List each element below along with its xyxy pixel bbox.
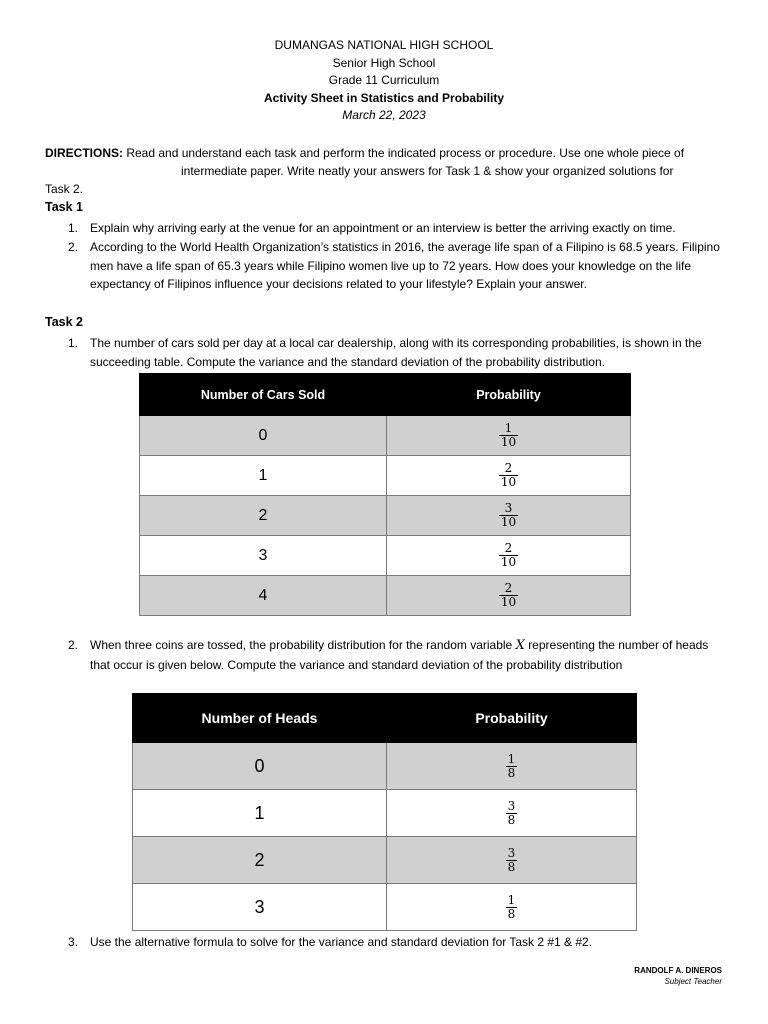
probability-cell: [387, 536, 631, 576]
column-header-probability: Probability: [387, 694, 637, 743]
directions-line-2: intermediate paper. Write neatly your answers for Task 1 & show your organized solutions for: [181, 164, 674, 178]
probability-cell: [387, 576, 631, 616]
probability-fraction: [499, 462, 518, 489]
cars-sold-table: [139, 373, 631, 616]
directions-block: [45, 144, 725, 198]
table-row: [140, 456, 631, 496]
probability-fraction: [499, 422, 518, 449]
heads-value-cell: 2: [133, 837, 387, 884]
task2-item-2-text-before: When three coins are tossed, the probability distribution for the random variable: [90, 638, 513, 652]
table-header-row: [133, 694, 637, 743]
probability-cell: [387, 496, 631, 536]
task1-title: Task 1: [45, 200, 83, 214]
probability-cell: [387, 790, 637, 837]
fraction-numerator: 2: [504, 581, 513, 595]
probability-fraction: [499, 542, 518, 569]
task2-item-3: [68, 933, 728, 952]
table-row: [133, 884, 637, 931]
fraction-numerator: 2: [504, 541, 513, 555]
task2-item-1-text: The number of cars sold per day at a local car dealership, along with its corresponding probabilities, is shown in the succeeding table. Compute the variance and the standard deviation of the probability distribution.: [90, 336, 702, 369]
fraction-denominator: 10: [500, 475, 517, 489]
task2-item-1: [68, 334, 728, 371]
task2-title: Task 2: [45, 315, 83, 329]
directions-line-3: Task 2.: [45, 182, 84, 196]
heads-value-cell: 0: [133, 743, 387, 790]
signature-block: [634, 965, 722, 987]
fraction-denominator: 8: [507, 906, 516, 921]
curriculum-label: Grade 11 Curriculum: [328, 73, 440, 87]
probability-fraction: [499, 502, 518, 529]
table-row: [140, 576, 631, 616]
probability-fraction: [506, 753, 518, 780]
probability-cell: [387, 743, 637, 790]
fraction-denominator: 10: [500, 435, 517, 449]
cars-value-cell: 4: [140, 576, 387, 616]
directions-label: DIRECTIONS:: [45, 146, 123, 160]
cars-value-cell: 0: [140, 416, 387, 456]
task1-item-2-text: According to the World Health Organization’s statistics in 2016, the average life span of a Filipino is 68.5 years. Filipino men have a life span of 65.3 years while Filipino women live up to 72 years. How does your knowledge on the life expectancy of Filipinos influence your decisions related to your lifestyle? Explain your answer.: [90, 240, 720, 291]
probability-cell: [387, 884, 637, 931]
task1-item-2: [68, 238, 728, 294]
document-header: [0, 37, 768, 125]
fraction-numerator: 3: [507, 845, 516, 860]
fraction-denominator: 8: [507, 859, 516, 874]
fraction-denominator: 10: [500, 555, 517, 569]
cars-value-cell: 2: [140, 496, 387, 536]
random-variable-symbol: X: [515, 638, 525, 653]
teacher-role: Subject Teacher: [664, 977, 722, 986]
fraction-numerator: 1: [504, 421, 513, 435]
fraction-numerator: 1: [507, 892, 516, 907]
fraction-denominator: 8: [507, 765, 516, 780]
task1-item-1-text: Explain why arriving early at the venue for an appointment or an interview is better the arriving exactly on time.: [90, 221, 676, 235]
task2-item-2-number: 2.: [68, 638, 79, 652]
column-header-number-of-heads: Number of Heads: [133, 694, 387, 743]
fraction-numerator: 3: [507, 798, 516, 813]
fraction-numerator: 2: [504, 461, 513, 475]
teacher-name: RANDOLF A. DINEROS: [634, 966, 722, 975]
probability-fraction: [506, 847, 518, 874]
document-title: Activity Sheet in Statistics and Probability: [263, 90, 505, 105]
task2-item-2: [68, 636, 728, 674]
task1-item-1: [68, 219, 728, 238]
column-header-probability: Probability: [387, 374, 631, 416]
table-row: [140, 536, 631, 576]
table-header-row: [140, 374, 631, 416]
task2-item-2-text: [90, 636, 728, 674]
probability-cell: [387, 416, 631, 456]
table-row: [133, 837, 637, 884]
heads-value-cell: 1: [133, 790, 387, 837]
table-row: [140, 496, 631, 536]
fraction-denominator: 10: [500, 515, 517, 529]
task2-item-3-number: 3.: [68, 935, 79, 949]
task2-item-3-text: Use the alternative formula to solve for the variance and standard deviation for Task 2 #1 & #2.: [90, 935, 593, 949]
probability-cell: [387, 456, 631, 496]
table-row: [133, 790, 637, 837]
heads-value-cell: 3: [133, 884, 387, 931]
school-division: Senior High School: [332, 55, 436, 70]
cars-value-cell: 3: [140, 536, 387, 576]
column-header-cars-sold: Number of Cars Sold: [140, 374, 387, 416]
directions-line-1: Read and understand each task and perform the indicated process or procedure. Use one whole piece of: [126, 146, 685, 160]
table-row: [133, 743, 637, 790]
cars-value-cell: 1: [140, 456, 387, 496]
probability-cell: [387, 837, 637, 884]
fraction-denominator: 8: [507, 812, 516, 827]
task1-item-1-number: 1.: [68, 221, 79, 235]
heads-table: [132, 693, 637, 931]
table-row: [140, 416, 631, 456]
probability-fraction: [506, 800, 518, 827]
probability-fraction: [506, 894, 518, 921]
task1-item-2-number: 2.: [68, 240, 79, 254]
probability-fraction: [499, 582, 518, 609]
fraction-numerator: 3: [504, 501, 513, 515]
school-name: DUMANGAS NATIONAL HIGH SCHOOL: [274, 38, 494, 52]
task2-item-1-number: 1.: [68, 336, 79, 350]
task2-item-2-text-after: representing the number of heads that occur is given below. Compute the variance and standard deviation of the probability distribution: [90, 638, 709, 672]
fraction-numerator: 1: [507, 751, 516, 766]
document-date: March 22, 2023: [342, 108, 426, 122]
fraction-denominator: 10: [500, 595, 517, 609]
